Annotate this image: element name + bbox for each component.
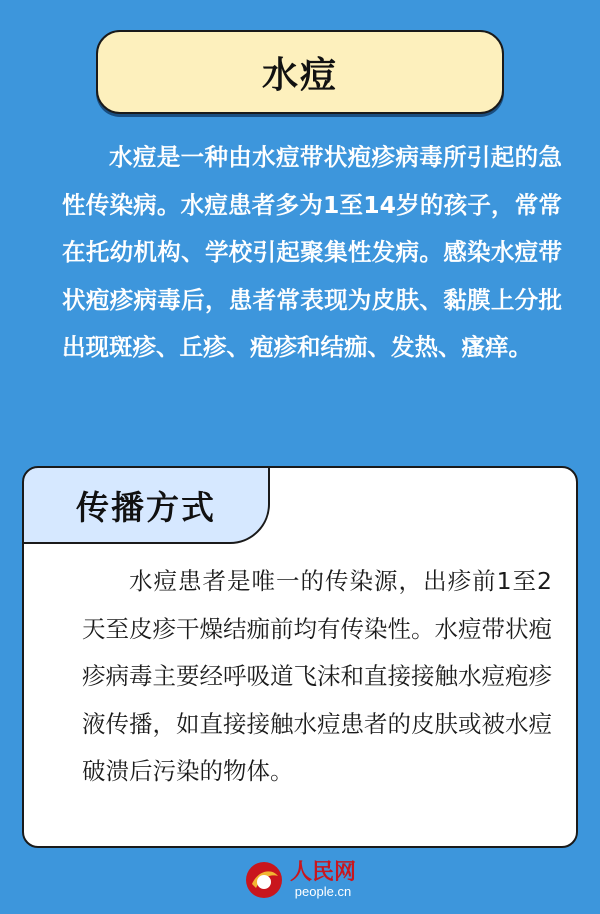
section-heading: 传播方式 — [76, 487, 216, 527]
footer-logo — [0, 860, 600, 914]
section-tab — [22, 466, 270, 544]
title-banner — [96, 30, 504, 114]
people-daily-logo-icon — [244, 860, 284, 900]
transmission-card — [22, 466, 578, 848]
logo-domain-text: people.cn — [294, 884, 352, 899]
logo-chinese-text: 人民网 — [289, 859, 356, 885]
intro-paragraph: 水痘是一种由水痘带状疱疹病毒所引起的急性传染病。水痘患者多为1至14岁的孩子，常常在托幼机构、学校引起聚集性发病。感染水痘带状疱疹病毒后，患者常表现为皮肤、黏膜上分批出现斑疹、丘疹、疱疹和结痂、发热、瘙痒。 — [62, 143, 562, 361]
section-body: 水痘患者是唯一的传染源，出疹前1至2天至皮疹干燥结痂前均有传染性。水痘带状疱疹病毒主要经呼吸道飞沫和直接接触水痘疱疹液传播，如直接接触水痘患者的皮肤或被水痘破溃后污染的物体。 — [82, 567, 552, 785]
page-title: 水痘 — [261, 54, 338, 96]
